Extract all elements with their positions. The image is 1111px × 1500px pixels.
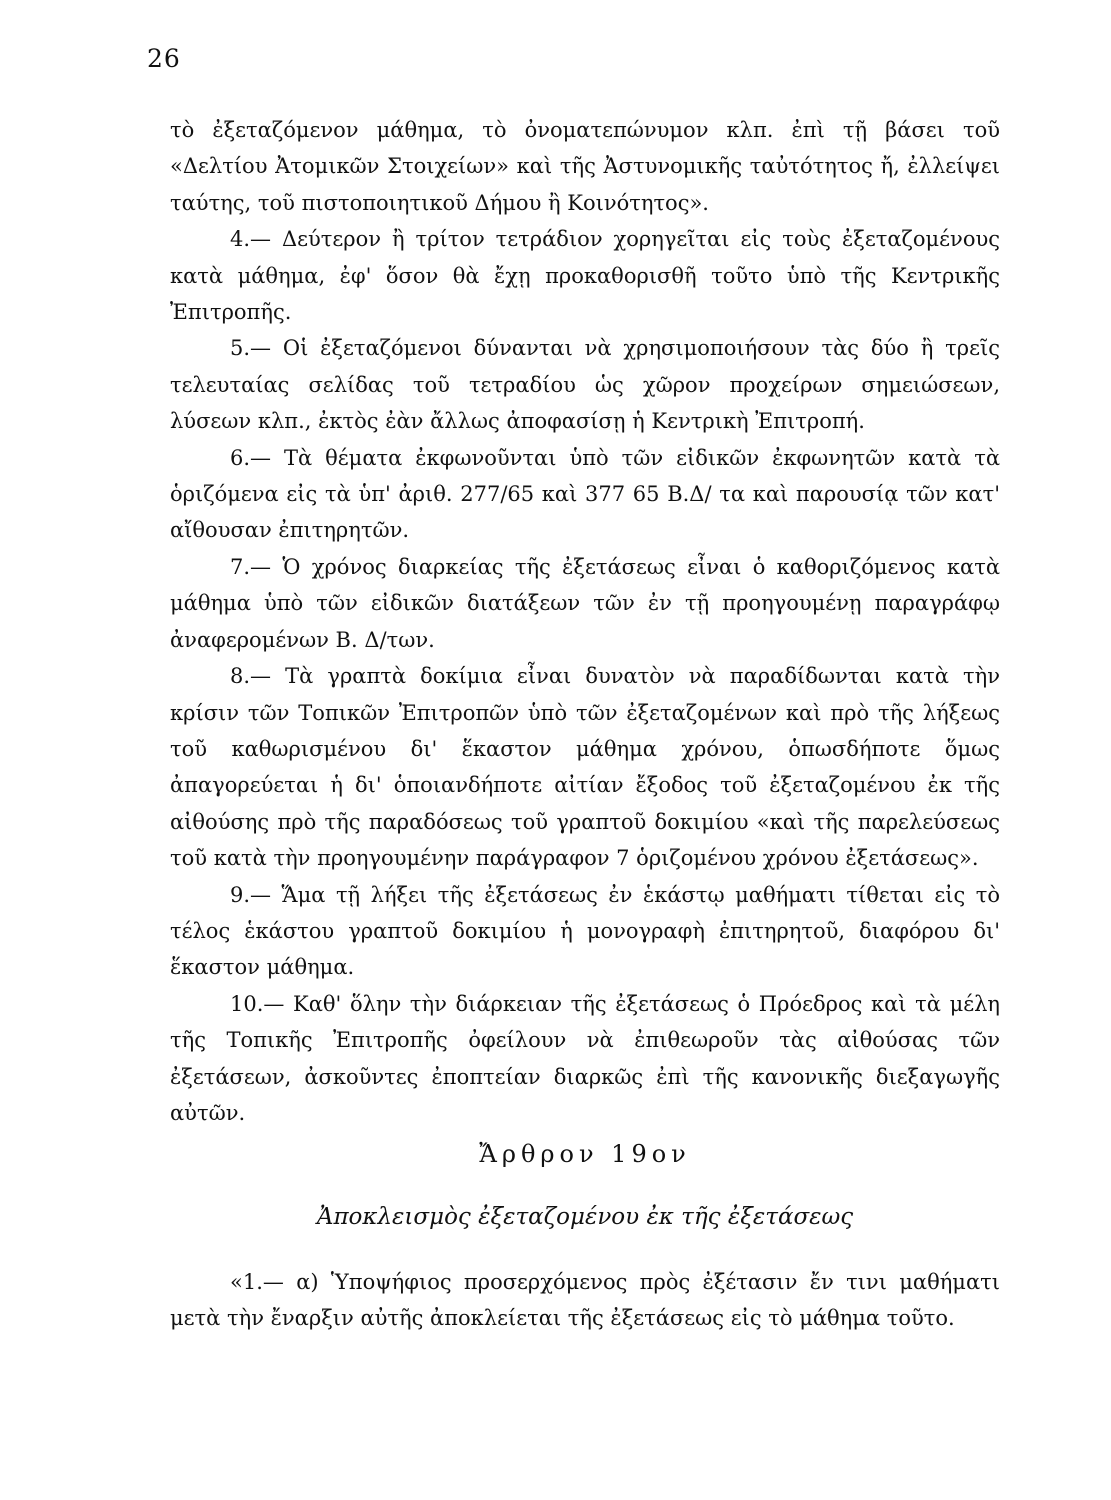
paragraph-article-19-item-1: «1.— α) Ὑποψήφιος προσερχόμενος πρὸς ἐξέτασιν ἔν τινι μαθήματι μετὰ τὴν ἔναρξιν αὐτῆς ἀποκλείεται τῆς ἐξετάσεως εἰς τὸ μάθημα τοῦτο. xyxy=(170,1270,1000,1331)
paragraph-item-10: 10.— Καθ' ὅλην τὴν διάρκειαν τῆς ἐξετάσεως ὁ Πρόεδρος καὶ τὰ μέλη τῆς Τοπικῆς Ἐπιτροπῆς ὀφείλουν νὰ ἐπιθεωροῦν τὰς αἰθούσας τῶν ἐξετάσεων, ἀσκοῦντες ἐποπτείαν διαρκῶς ἐπὶ τῆς κανονικῆς διεξαγωγῆς αὐτῶν. xyxy=(170,991,1000,1125)
paragraph-item-7: 7.— Ὁ χρόνος διαρκείας τῆς ἐξετάσεως εἶναι ὁ καθοριζόμενος κατὰ μάθημα ὑπὸ τῶν εἰδικῶν διατάξεων τῶν ἐν τῇ προηγουμένῃ παραγράφῳ ἀναφερομένων Β. Δ/των. xyxy=(170,554,1000,652)
closing-text xyxy=(170,1264,1000,1337)
paragraph-continuation: τὸ ἐξεταζόμενον μάθημα, τὸ ὀνοματεπώνυμον κλπ. ἐπὶ τῇ βάσει τοῦ «Δελτίου Ἀτομικῶν Στοιχείων» καὶ τῆς Ἀστυνομικῆς ταὐτότητος ἤ, ἐλλείψει ταύτης, τοῦ πιστοποιητικοῦ Δήμου ἢ Κοινότητος». xyxy=(170,118,1000,215)
paragraph-item-8: 8.— Τὰ γραπτὰ δοκίμια εἶναι δυνατὸν νὰ παραδίδωνται κατὰ τὴν κρίσιν τῶν Τοπικῶν Ἐπιτροπῶν ὑπὸ τῶν ἐξεταζομένων καὶ πρὸ τῆς λήξεως τοῦ καθωρισμένου δι' ἕκαστον μάθημα χρόνου, ὁπωσδήποτε ὅμως ἀπαγορεύεται ἡ δι' ὁποιανδήποτε αἰτίαν ἔξοδος τοῦ ἐξεταζομένου ἐκ τῆς αἰθούσης πρὸ τῆς παραδόσεως τοῦ γραπτοῦ δοκιμίου «καὶ τῆς παρελεύσεως τοῦ κατὰ τὴν προηγουμένην παράγραφον 7 ὁριζομένου χρόνου ἐξετάσεως». xyxy=(170,664,1000,871)
page-number: 26 xyxy=(147,44,181,73)
paragraph-item-9: 9.— Ἅμα τῇ λήξει τῆς ἐξετάσεως ἐν ἑκάστῳ μαθήματι τίθεται εἰς τὸ τέλος ἑκάστου γραπτοῦ δοκιμίου ἡ μονογραφὴ ἐπιτηρητοῦ, διαφόρου δι' ἕκαστον μάθημα. xyxy=(170,882,1000,980)
paragraph-item-6: 6.— Τὰ θέματα ἐκφωνοῦνται ὑπὸ τῶν εἰδικῶν ἐκφωνητῶν κατὰ τὰ ὁριζόμενα εἰς τὰ ὑπ' ἀριθ. 277/65 καὶ 377 65 Β.Δ/ τα καὶ παρουσίᾳ τῶν κατ' αἴθουσαν ἐπιτηρητῶν. xyxy=(170,445,1000,543)
paragraph-item-5: 5.— Οἱ ἐξεταζόμενοι δύνανται νὰ χρησιμοποιήσουν τὰς δύο ἢ τρεῖς τελευταίας σελίδας τοῦ τετραδίου ὡς χῶρον προχείρων σημειώσεων, λύσεων κλπ., ἐκτὸς ἐὰν ἄλλως ἀποφασίσῃ ἡ Κεντρικὴ Ἐπιτροπή. xyxy=(170,336,1000,434)
body-text xyxy=(170,112,1000,1131)
article-subheading: Ἀποκλεισμὸς ἐξεταζομένου ἐκ τῆς ἐξετάσεως xyxy=(316,1204,854,1230)
article-heading: Ἄρθρον 19ον xyxy=(479,1140,691,1168)
paragraph-item-4: 4.— Δεύτερον ἢ τρίτον τετράδιον χορηγεῖται εἰς τοὺς ἐξεταζομένους κατὰ μάθημα, ἐφ' ὅσον θὰ ἔχῃ προκαθορισθῆ τοῦτο ὑπὸ τῆς Κεντρικῆς Ἐπιτροπῆς. xyxy=(170,227,1000,325)
